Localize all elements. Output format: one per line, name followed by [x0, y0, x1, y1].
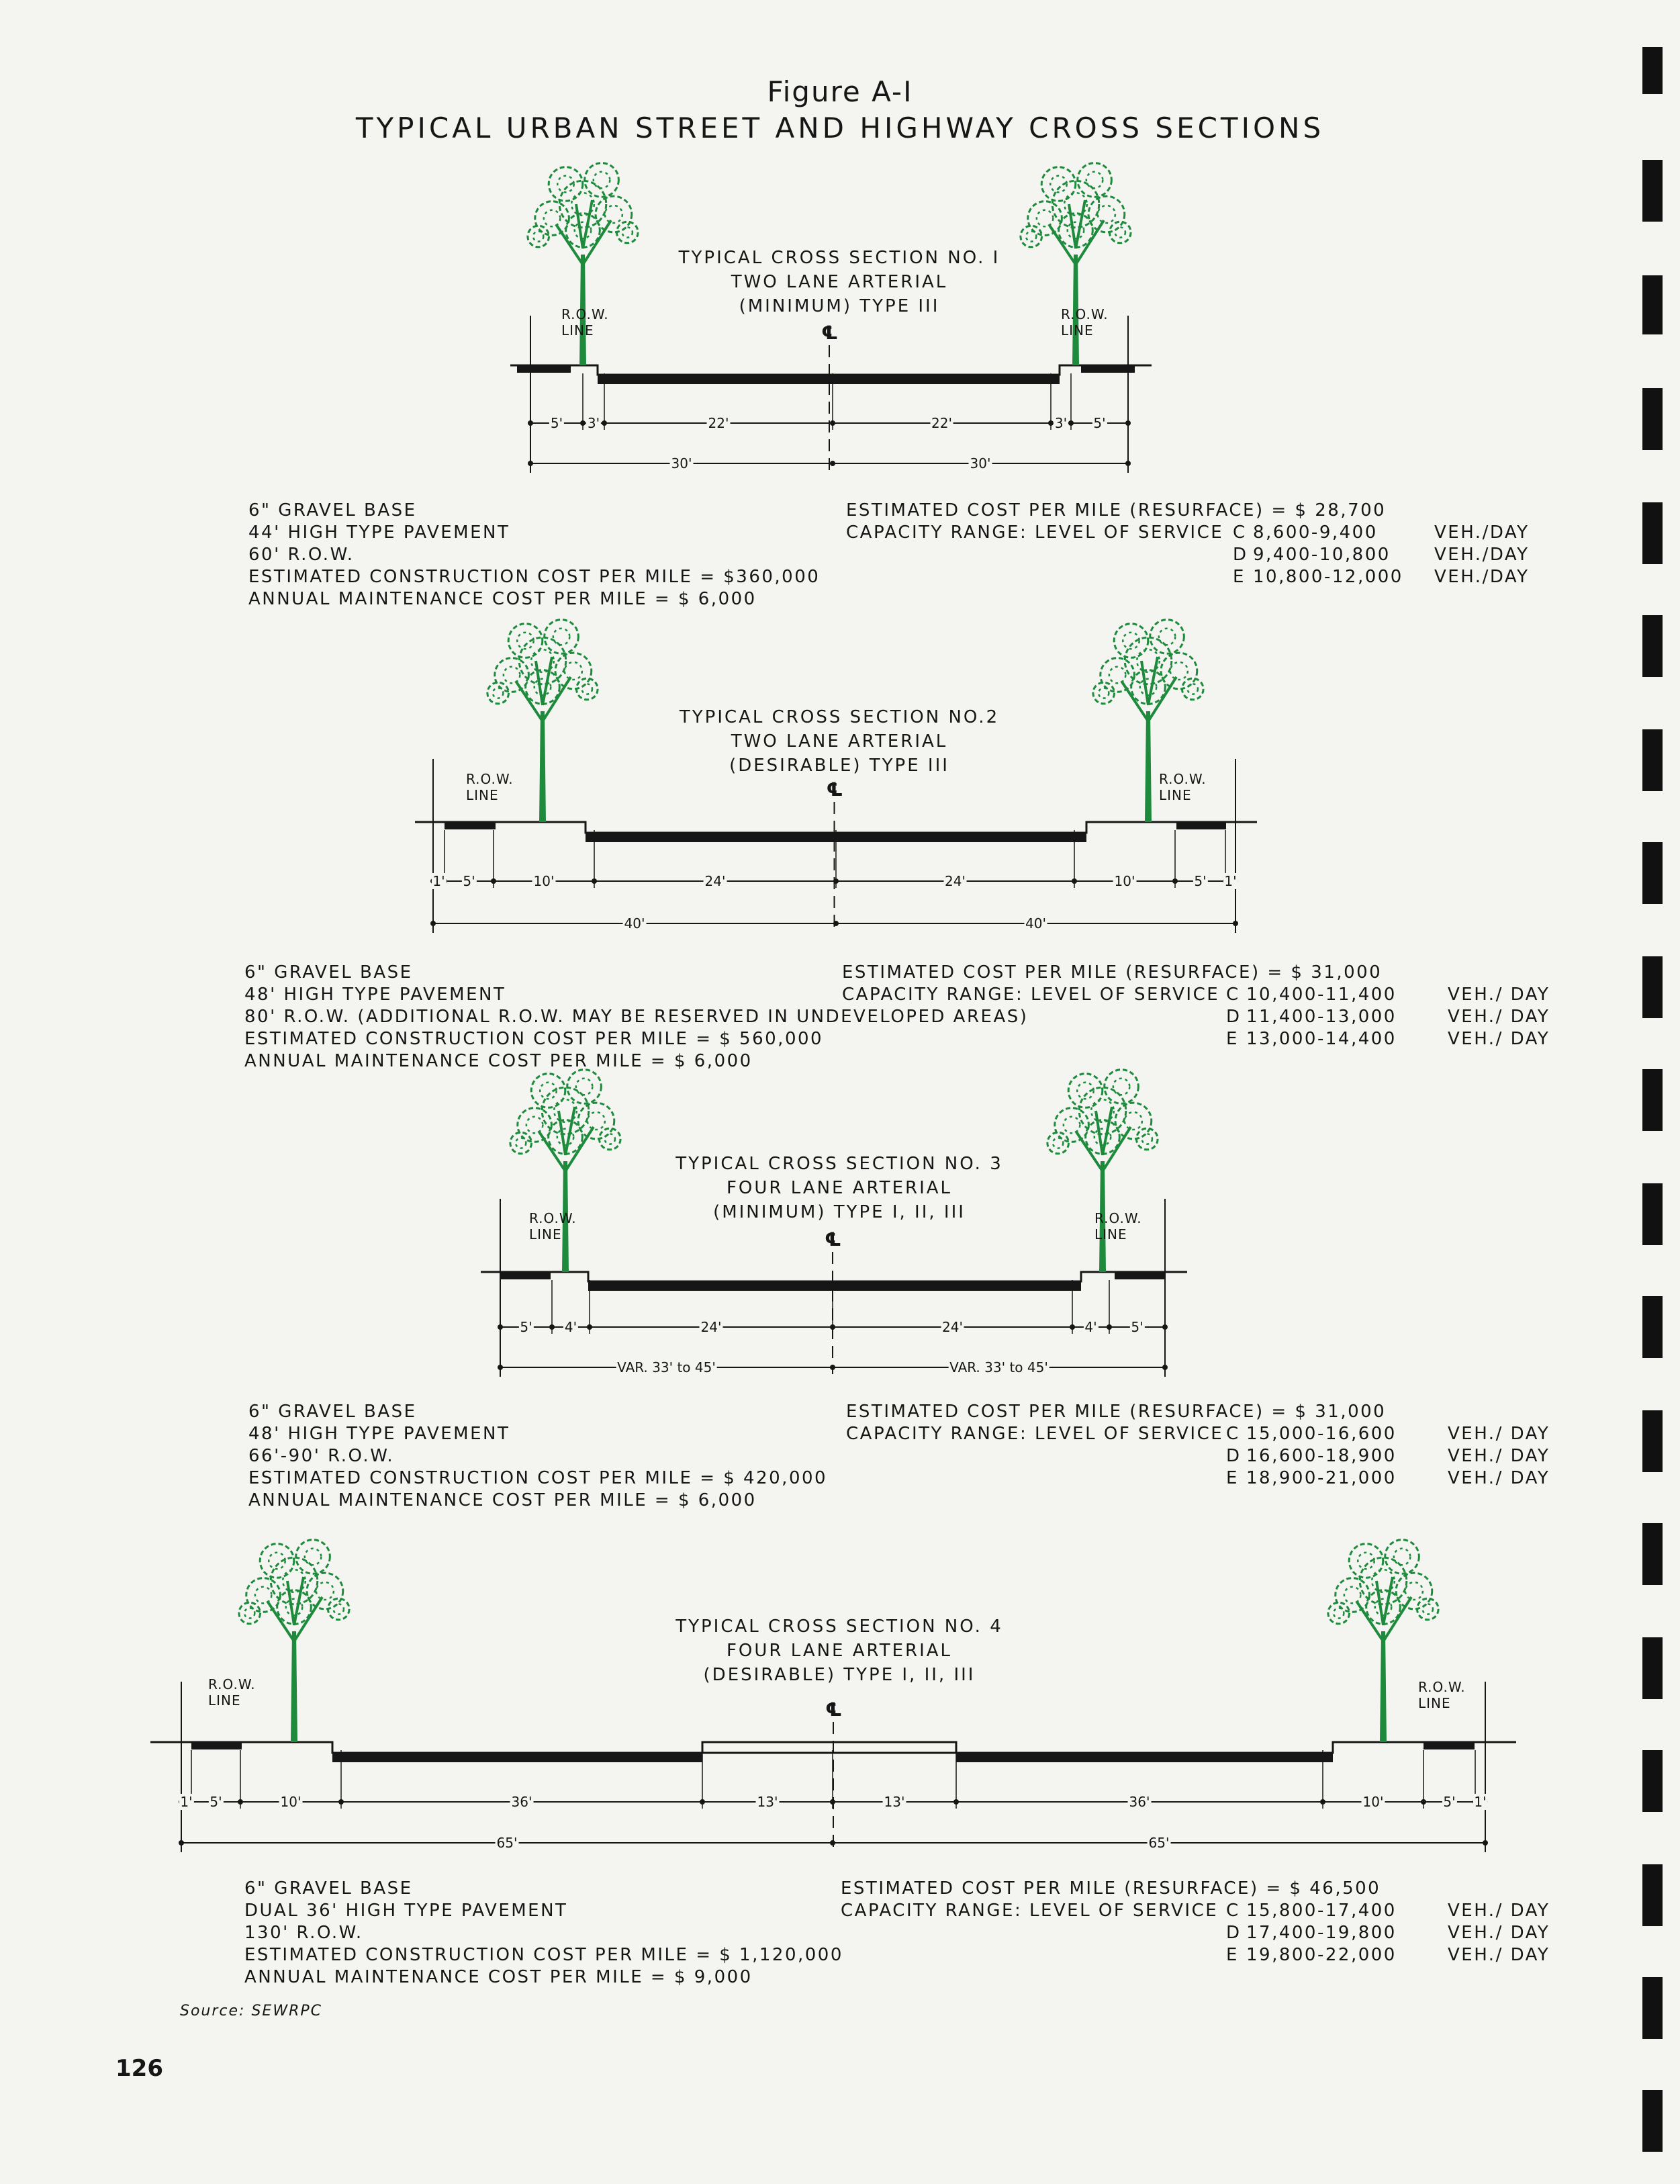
row-label: R.O.W.	[1418, 1679, 1466, 1695]
row-label: LINE	[1094, 1226, 1127, 1242]
tree-icon	[487, 620, 598, 822]
sidewalk-slab	[1115, 1272, 1165, 1279]
dimension-tick	[1172, 878, 1178, 884]
section-4-capacity	[1226, 1900, 1550, 1966]
volume-unit: VEH./ DAY	[1448, 1901, 1550, 1921]
volume-unit: VEH./ DAY	[1448, 1446, 1550, 1466]
los-grade: E	[1233, 567, 1246, 587]
dimension-tick	[549, 1324, 555, 1330]
dimension-tick	[430, 921, 436, 926]
resurface-cost: ESTIMATED COST PER MILE (RESURFACE) = $ 31,000	[846, 1402, 1387, 1422]
spec-line: ESTIMATED CONSTRUCTION COST PER MILE = $ 1,120,000	[244, 1945, 843, 1965]
dimension-label: VAR. 33' to 45'	[949, 1359, 1048, 1375]
section-title-line: (DESIRABLE) TYPE III	[729, 756, 949, 776]
volume-range: 16,600-18,900	[1246, 1446, 1397, 1466]
los-grade: D	[1226, 1923, 1242, 1943]
capacity-row	[1226, 1445, 1550, 1467]
centerline-symbol: ℄	[821, 322, 839, 344]
row-label: LINE	[1061, 322, 1094, 338]
spec-line: 130' R.O.W.	[244, 1923, 363, 1943]
sidewalk-slab	[1081, 365, 1135, 373]
volume-range: 17,400-19,800	[1246, 1923, 1397, 1943]
spec-line: 6" GRAVEL BASE	[248, 500, 417, 520]
dimension-tick	[491, 878, 496, 884]
capacity-row	[1233, 544, 1530, 566]
volume-range: 11,400-13,000	[1246, 1007, 1397, 1027]
dimension-tick	[1125, 461, 1131, 466]
tree-icon	[1328, 1540, 1438, 1742]
dimension-tick	[238, 1799, 243, 1805]
section-1-specs	[248, 500, 820, 610]
dimension-tick	[1162, 1324, 1168, 1330]
pavement-slab	[956, 1753, 1333, 1762]
section-title-line: TWO LANE ARTERIAL	[731, 731, 948, 752]
dimension-label: 65'	[1148, 1835, 1170, 1851]
volume-unit: VEH./DAY	[1434, 567, 1530, 587]
dimension-tick	[498, 1324, 503, 1330]
dimension-label: 24'	[704, 873, 726, 889]
los-grade: C	[1226, 1901, 1240, 1921]
dimension-label: 24'	[945, 873, 966, 889]
dimension-tick	[1107, 1324, 1112, 1330]
volume-range: 18,900-21,000	[1246, 1468, 1397, 1488]
section-title-line: FOUR LANE ARTERIAL	[726, 1641, 953, 1661]
capacity-label: CAPACITY RANGE: LEVEL OF SERVICE	[846, 522, 1224, 543]
los-grade: D	[1226, 1446, 1242, 1466]
dimension-label: 5'	[1443, 1794, 1456, 1810]
dimension-tick	[592, 878, 597, 884]
section-2-title	[604, 705, 1074, 778]
dimension-tick	[1320, 1799, 1325, 1805]
row-label: R.O.W.	[1094, 1210, 1142, 1226]
dimension-label: 24'	[700, 1319, 722, 1335]
dimension-label: 65'	[496, 1835, 518, 1851]
row-label: LINE	[529, 1226, 562, 1242]
capacity-row	[1226, 1006, 1550, 1028]
dimension-tick	[528, 461, 533, 466]
dimension-tick	[830, 420, 835, 426]
dimension-label: 1'	[1474, 1794, 1487, 1810]
volume-range: 8,600-9,400	[1253, 522, 1378, 543]
section-title-line: TYPICAL CROSS SECTION NO. 4	[675, 1617, 1003, 1637]
dimension-label: 13'	[884, 1794, 905, 1810]
dimension-tick	[1233, 921, 1238, 926]
centerline-symbol: ℄	[825, 1698, 843, 1721]
spec-line: ANNUAL MAINTENANCE COST PER MILE = $ 6,000	[244, 1051, 753, 1071]
capacity-row	[1233, 522, 1530, 544]
row-label: R.O.W.	[1159, 771, 1207, 787]
volume-unit: VEH./ DAY	[1448, 1424, 1550, 1444]
figure-number: Figure A-I	[767, 75, 913, 108]
capacity-row	[1233, 566, 1530, 588]
dimension-tick	[700, 1799, 705, 1805]
dimension-tick	[498, 1365, 503, 1370]
row-label: R.O.W.	[561, 306, 609, 322]
row-label: LINE	[1418, 1695, 1451, 1711]
dimension-label: 3'	[587, 415, 600, 431]
volume-range: 15,800-17,400	[1246, 1901, 1397, 1921]
resurface-cost: ESTIMATED COST PER MILE (RESURFACE) = $ 46,500	[841, 1878, 1381, 1899]
figure-title: TYPICAL URBAN STREET AND HIGHWAY CROSS SECTIONS	[355, 111, 1325, 144]
volume-unit: VEH./DAY	[1434, 545, 1530, 565]
row-label: R.O.W.	[1061, 306, 1109, 322]
dimension-label: 10'	[533, 873, 555, 889]
capacity-row	[1226, 1467, 1550, 1490]
los-grade: C	[1226, 1424, 1240, 1444]
section-3-title	[604, 1152, 1074, 1224]
section-4-title	[604, 1614, 1074, 1687]
row-label: LINE	[1159, 787, 1192, 803]
sidewalk-slab	[1424, 1742, 1475, 1749]
los-grade: E	[1226, 1029, 1239, 1049]
dimension-tick	[833, 921, 839, 926]
dimension-tick	[338, 1799, 344, 1805]
centerline-symbol: ℄	[825, 1228, 843, 1250]
capacity-row	[1226, 1423, 1550, 1445]
dimension-label: 22'	[931, 415, 952, 431]
section-title-line: (MINIMUM) TYPE III	[739, 296, 940, 316]
resurface-cost: ESTIMATED COST PER MILE (RESURFACE) = $ 28,700	[846, 500, 1387, 520]
volume-range: 13,000-14,400	[1246, 1029, 1397, 1049]
spec-line: ANNUAL MAINTENANCE COST PER MILE = $ 6,000	[248, 589, 757, 609]
dimension-label: 1'	[432, 873, 445, 889]
section-title-line: TWO LANE ARTERIAL	[731, 272, 948, 292]
section-3-specs	[248, 1401, 827, 1512]
los-grade: D	[1233, 545, 1248, 565]
dimension-tick	[602, 420, 607, 426]
capacity-row	[1226, 1028, 1550, 1050]
dimension-label: 30'	[671, 455, 692, 471]
row-label: LINE	[208, 1692, 241, 1709]
median	[702, 1742, 956, 1753]
dimension-label: 1'	[180, 1794, 193, 1810]
spec-line: ESTIMATED CONSTRUCTION COST PER MILE = $360,000	[248, 567, 821, 587]
dimension-label: 4'	[1084, 1319, 1097, 1335]
dimension-label: 10'	[1362, 1794, 1384, 1810]
section-title-line: (DESIRABLE) TYPE I, II, III	[703, 1665, 976, 1685]
dimension-label: 36'	[511, 1794, 532, 1810]
volume-unit: VEH./ DAY	[1448, 1007, 1550, 1027]
dimension-tick	[830, 461, 835, 466]
volume-range: 15,000-16,600	[1246, 1424, 1397, 1444]
spec-line: ANNUAL MAINTENANCE COST PER MILE = $ 6,000	[248, 1490, 757, 1510]
dimension-label: 5'	[1093, 415, 1106, 431]
dimension-tick	[830, 1840, 835, 1846]
dimension-tick	[1048, 420, 1054, 426]
dimension-tick	[833, 878, 839, 884]
volume-unit: VEH./ DAY	[1448, 1945, 1550, 1965]
dimension-tick	[1072, 878, 1077, 884]
section-title-line: TYPICAL CROSS SECTION NO. I	[678, 248, 1000, 268]
section-2-capacity	[1226, 984, 1550, 1050]
capacity-label: CAPACITY RANGE: LEVEL OF SERVICE	[846, 1424, 1224, 1444]
los-grade: E	[1226, 1945, 1239, 1965]
sidewalk-slab	[445, 822, 496, 829]
section-1-title	[604, 246, 1074, 318]
resurface-cost: ESTIMATED COST PER MILE (RESURFACE) = $ 31,000	[842, 962, 1383, 983]
row-label: R.O.W.	[208, 1676, 256, 1692]
dimension-label: 24'	[942, 1319, 963, 1335]
spec-line: ESTIMATED CONSTRUCTION COST PER MILE = $ 420,000	[248, 1468, 828, 1488]
dimension-tick	[528, 420, 533, 426]
spec-line: 6" GRAVEL BASE	[248, 1402, 417, 1422]
dimension-label: 1'	[1224, 873, 1237, 889]
volume-range: 9,400-10,800	[1253, 545, 1391, 565]
row-label: LINE	[466, 787, 499, 803]
dimension-label: 5'	[1194, 873, 1207, 889]
dimension-tick	[179, 1840, 184, 1846]
section-1-capacity	[1233, 522, 1530, 588]
dimension-tick	[1483, 1840, 1488, 1846]
section-title-line: TYPICAL CROSS SECTION NO. 3	[675, 1154, 1003, 1174]
spec-line: ESTIMATED CONSTRUCTION COST PER MILE = $ 560,000	[244, 1029, 824, 1049]
volume-unit: VEH./ DAY	[1448, 1923, 1550, 1943]
source-note: Source: SEWRPC	[180, 2003, 322, 2019]
row-label: R.O.W.	[529, 1210, 577, 1226]
los-grade: E	[1226, 1468, 1239, 1488]
spec-line: DUAL 36' HIGH TYPE PAVEMENT	[244, 1901, 568, 1921]
dimension-label: 30'	[970, 455, 991, 471]
dimension-label: VAR. 33' to 45'	[617, 1359, 716, 1375]
volume-unit: VEH./ DAY	[1448, 985, 1550, 1005]
page-number: 126	[115, 2055, 163, 2082]
los-grade: C	[1233, 522, 1247, 543]
dimension-tick	[953, 1799, 959, 1805]
los-grade: D	[1226, 1007, 1242, 1027]
dimension-tick	[1421, 1799, 1426, 1805]
section-title-line: (MINIMUM) TYPE I, II, III	[713, 1202, 966, 1222]
dimension-label: 10'	[1114, 873, 1135, 889]
sidewalk-slab	[517, 365, 571, 373]
dimension-tick	[1125, 420, 1131, 426]
spec-line: 6" GRAVEL BASE	[244, 1878, 413, 1899]
sidewalk-slab	[191, 1742, 242, 1749]
dimension-tick	[830, 1799, 835, 1805]
dimension-label: 36'	[1129, 1794, 1150, 1810]
dimension-label: 10'	[280, 1794, 301, 1810]
dimension-tick	[580, 420, 586, 426]
spec-line: 6" GRAVEL BASE	[244, 962, 413, 983]
dimension-tick	[587, 1324, 592, 1330]
dimension-label: 13'	[757, 1794, 778, 1810]
dimension-tick	[1068, 420, 1074, 426]
pavement-slab	[598, 375, 1060, 384]
capacity-row	[1226, 1900, 1550, 1922]
spec-line: 48' HIGH TYPE PAVEMENT	[244, 985, 506, 1005]
spec-line: 80' R.O.W. (ADDITIONAL R.O.W. MAY BE RESERVED IN UNDEVELOPED AREAS)	[244, 1007, 1029, 1027]
dimension-tick	[1070, 1324, 1075, 1330]
sidewalk-slab	[1176, 822, 1226, 829]
tree-icon	[239, 1540, 349, 1742]
dimension-label: 3'	[1054, 415, 1068, 431]
dimension-label: 5'	[550, 415, 563, 431]
centerline-symbol: ℄	[826, 778, 844, 801]
dimension-label: 4'	[564, 1319, 577, 1335]
sidewalk-slab	[500, 1272, 551, 1279]
spec-line: 44' HIGH TYPE PAVEMENT	[248, 522, 510, 543]
volume-unit: VEH./DAY	[1434, 522, 1530, 543]
capacity-row	[1226, 984, 1550, 1006]
row-label: LINE	[561, 322, 594, 338]
los-grade: C	[1226, 985, 1240, 1005]
section-4-specs	[244, 1878, 843, 1989]
spec-line: ANNUAL MAINTENANCE COST PER MILE = $ 9,000	[244, 1967, 753, 1987]
section-3-capacity	[1226, 1423, 1550, 1490]
dimension-label: 5'	[463, 873, 475, 889]
volume-unit: VEH./ DAY	[1448, 1468, 1550, 1488]
dimension-tick	[830, 1365, 835, 1370]
volume-range: 10,400-11,400	[1246, 985, 1397, 1005]
volume-range: 10,800-12,000	[1253, 567, 1403, 587]
pavement-slab	[588, 1281, 1081, 1291]
section-title-line: TYPICAL CROSS SECTION NO.2	[679, 707, 1000, 727]
dimension-label: 40'	[624, 915, 645, 931]
spec-line: 48' HIGH TYPE PAVEMENT	[248, 1424, 510, 1444]
row-label: R.O.W.	[466, 771, 514, 787]
pavement-slab	[332, 1753, 702, 1762]
capacity-label: CAPACITY RANGE: LEVEL OF SERVICE	[841, 1901, 1219, 1921]
dimension-label: 40'	[1025, 915, 1046, 931]
capacity-label: CAPACITY RANGE: LEVEL OF SERVICE	[842, 985, 1220, 1005]
dimension-label: 5'	[1131, 1319, 1144, 1335]
capacity-row	[1226, 1944, 1550, 1966]
section-title-line: FOUR LANE ARTERIAL	[726, 1178, 953, 1198]
volume-unit: VEH./ DAY	[1448, 1029, 1550, 1049]
capacity-row	[1226, 1922, 1550, 1944]
ground-profile	[510, 365, 1152, 375]
volume-range: 19,800-22,000	[1246, 1945, 1397, 1965]
dimension-tick	[1162, 1365, 1168, 1370]
dimension-label: 22'	[708, 415, 729, 431]
dimension-tick	[830, 1324, 835, 1330]
ground-profile	[481, 1272, 1187, 1281]
spec-line: 66'-90' R.O.W.	[248, 1446, 395, 1466]
spec-line: 60' R.O.W.	[248, 545, 355, 565]
dimension-label: 5'	[520, 1319, 532, 1335]
dimension-label: 5'	[209, 1794, 222, 1810]
